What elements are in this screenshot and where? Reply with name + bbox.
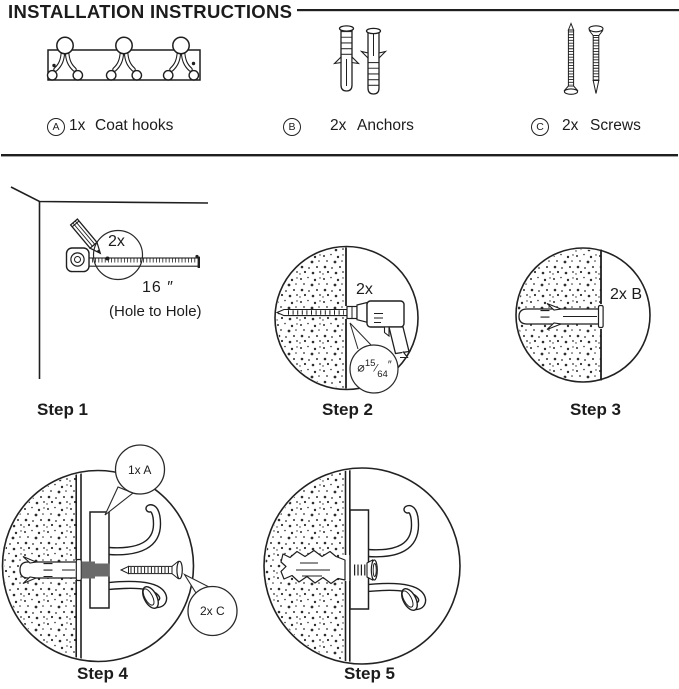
- step1-mark-qty: 2x: [108, 233, 125, 250]
- part-b-badge: B: [283, 118, 301, 136]
- step3-title: Step 3: [570, 400, 622, 419]
- step2-title: Step 2: [322, 400, 374, 419]
- anchors-drawing: [335, 26, 386, 94]
- hook-rail-side-view: [90, 512, 109, 608]
- part-b-qty: 2x: [330, 117, 347, 134]
- part-a-qty: 1x: [69, 117, 86, 134]
- coat-hooks-drawing: [48, 37, 201, 80]
- step1-corner-wall-drawing: [11, 187, 208, 379]
- hook-rail-side-view: [350, 510, 369, 609]
- step5-title: Step 5: [344, 664, 396, 683]
- tape-measure-icon: [67, 248, 199, 272]
- step3-wall-circle-drawing: [516, 248, 650, 382]
- step4-screw-callout: 2x C: [200, 604, 225, 618]
- diameter-symbol: ⌀: [357, 360, 365, 375]
- step1-note: (Hole to Hole): [109, 303, 202, 320]
- inch-mark: ″: [387, 358, 392, 371]
- step2-qty: 2x: [356, 281, 373, 298]
- part-c-qty: 2x: [562, 117, 579, 134]
- plug-spacer: [82, 562, 110, 579]
- screws-drawing: [564, 24, 603, 95]
- step2-drill-size: [351, 357, 398, 381]
- fraction-numerator: 15: [364, 357, 376, 369]
- header-rule: [297, 9, 679, 11]
- fraction-denominator: 64: [377, 369, 388, 381]
- step4-hook-callout: 1x A: [128, 463, 152, 477]
- page-title: INSTALLATION INSTRUCTIONS: [8, 1, 293, 22]
- part-b-name: Anchors: [357, 117, 414, 134]
- step4-title: Step 4: [77, 664, 129, 683]
- part-c-name: Screws: [590, 117, 641, 134]
- fraction-slash: ⁄: [375, 362, 378, 375]
- step3-callout: 2x B: [610, 286, 643, 303]
- part-a-badge: A: [47, 118, 65, 136]
- step5-assembly-circle-drawing: [264, 467, 460, 665]
- step1-distance: 16 ″: [142, 279, 174, 296]
- part-a-name: Coat hooks: [95, 117, 174, 134]
- step4-assembly-circle-drawing: [3, 445, 238, 662]
- part-c-badge: C: [531, 118, 549, 136]
- section-divider: [1, 154, 678, 156]
- step1-title: Step 1: [37, 400, 89, 419]
